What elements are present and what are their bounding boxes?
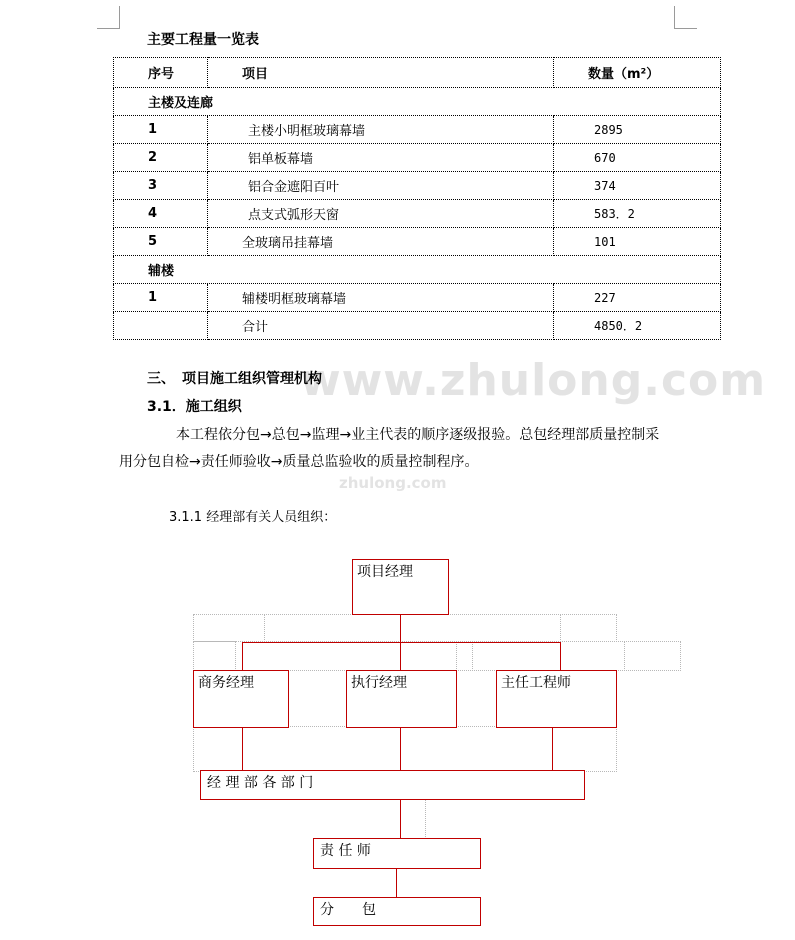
- row-item: 点支式弧形天窗: [208, 200, 554, 228]
- table-row-total: [114, 312, 721, 340]
- row-item: 铝单板幕墙: [208, 144, 554, 172]
- page-corner-mark-top-right: [674, 6, 697, 29]
- row-qty: 101: [554, 228, 721, 256]
- grid-cell: [193, 641, 236, 671]
- table-row: [114, 200, 721, 228]
- row-item: 辅楼明框玻璃幕墙: [208, 284, 554, 312]
- connector-line: [242, 642, 243, 671]
- section-heading: 三、 项目施工组织管理机构: [147, 371, 322, 387]
- paragraph-line-2: 用分包自检→责任师验收→质量总监验收的质量控制程序。: [119, 454, 479, 470]
- connector-line: [242, 727, 243, 771]
- grid-cell: [235, 641, 457, 671]
- table-row: [114, 284, 721, 312]
- grid-cell: [288, 670, 347, 727]
- row-no: 3: [114, 172, 208, 200]
- connector-line: [400, 727, 401, 771]
- connector-line: [560, 642, 561, 671]
- connector-line: [396, 868, 397, 897]
- row-item: 全玻璃吊挂幕墙: [208, 228, 554, 256]
- row-no: 5: [114, 228, 208, 256]
- page-corner-mark-top-left: [97, 6, 120, 29]
- row-item: 主楼小明框玻璃幕墙: [208, 116, 554, 144]
- row-no: [114, 312, 208, 340]
- connector-line: [400, 799, 401, 839]
- row-qty: 4850．2: [554, 312, 721, 340]
- watermark-main: www.zhulong.com: [300, 355, 767, 406]
- subsection-heading: 3.1．施工组织: [147, 399, 242, 415]
- connector-line: [552, 727, 553, 771]
- table-row: [114, 228, 721, 256]
- table-row: [114, 172, 721, 200]
- group-name: 主楼及连廊: [114, 88, 721, 116]
- grid-cell: [400, 799, 426, 839]
- quantity-table: [113, 57, 721, 340]
- row-qty: 374: [554, 172, 721, 200]
- row-qty: 670: [554, 144, 721, 172]
- org-box-executive-manager: 执行经理: [346, 670, 457, 728]
- paragraph-line-1: 本工程依分包→总包→监理→业主代表的顺序逐级报验。总包经理部质量控制采: [176, 427, 660, 443]
- grid-cell: [472, 641, 625, 671]
- grid-cell: [264, 614, 561, 642]
- table-row: [114, 144, 721, 172]
- group-row: [114, 256, 721, 284]
- row-no: 4: [114, 200, 208, 228]
- org-box-business-manager: 商务经理: [193, 670, 289, 728]
- row-qty: 2895: [554, 116, 721, 144]
- header-qty: 数量（m²）: [554, 58, 721, 88]
- row-qty: 227: [554, 284, 721, 312]
- group-name: 辅楼: [114, 256, 721, 284]
- org-box-project-manager: 项目经理: [352, 559, 449, 615]
- row-no: 1: [114, 116, 208, 144]
- connector-line: [400, 614, 401, 642]
- group-row: [114, 88, 721, 116]
- connector-line: [242, 642, 560, 643]
- row-item: 合计: [208, 312, 554, 340]
- row-item: 铝合金遮阳百叶: [208, 172, 554, 200]
- subsubsection-heading: 3.1.1 经理部有关人员组织：: [169, 510, 337, 525]
- watermark-small: zhulong.com: [339, 474, 447, 492]
- org-box-chief-engineer: 主任工程师: [496, 670, 617, 728]
- org-box-departments: 经 理 部 各 部 门: [200, 770, 585, 800]
- table-title: 主要工程量一览表: [147, 32, 259, 48]
- row-qty: 583．2: [554, 200, 721, 228]
- grid-cell: [560, 614, 617, 642]
- row-no: 2: [114, 144, 208, 172]
- header-item: 项目: [208, 58, 554, 88]
- table-row: [114, 116, 721, 144]
- grid-cell: [624, 641, 681, 671]
- connector-line: [400, 642, 401, 671]
- grid-cell: [193, 614, 265, 642]
- org-box-responsible-engineer: 责 任 师: [313, 838, 481, 869]
- grid-cell: [456, 641, 473, 671]
- grid-cell: [193, 726, 617, 772]
- table-header-row: [114, 58, 721, 88]
- header-no: 序号: [114, 58, 208, 88]
- row-no: 1: [114, 284, 208, 312]
- org-box-subcontractor: 分 包: [313, 897, 481, 926]
